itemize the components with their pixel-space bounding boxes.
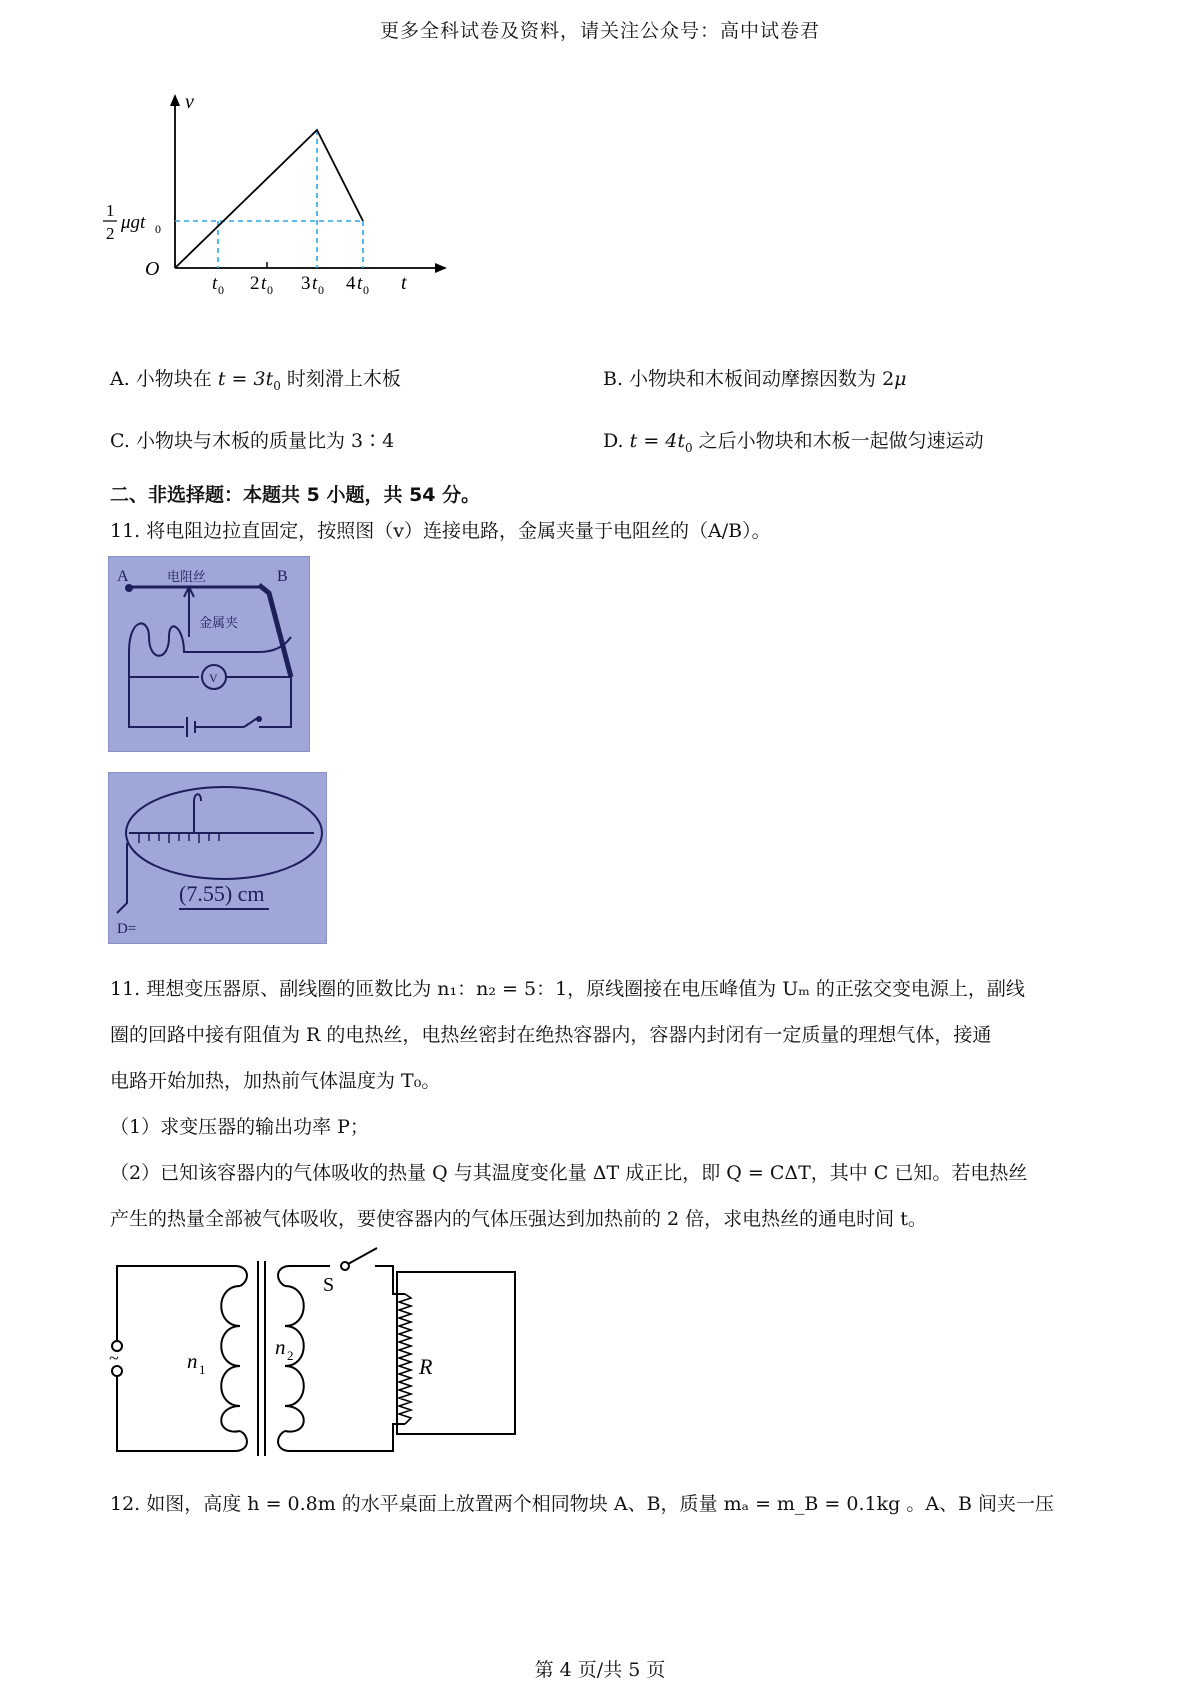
- x-tick-label-4: [346, 273, 369, 297]
- question-11b-line2: 圈的回路中接有阻值为 R 的电热丝，电热丝密封在绝热容器内，容器内封闭有一定质量的理想气体，接通: [110, 1024, 992, 1046]
- svg-text:B: B: [277, 568, 288, 585]
- transformer-circuit-diagram: [105, 1246, 575, 1466]
- y-tick-label: μgt: [121, 212, 146, 233]
- x-tick-label-2: [250, 273, 273, 297]
- origin-label: O: [145, 258, 160, 280]
- question-12: 12. 如图，高度 h = 0.8m 的水平桌面上放置两个相同物块 A、B，质量 mₐ = m_B = 0.1kg 。A、B 间夹一压: [110, 1493, 1055, 1515]
- y-tick-denominator: 2: [106, 224, 115, 243]
- svg-text:D=: D=: [117, 921, 137, 937]
- x-tick-label-1: [212, 273, 224, 297]
- svg-text:0: 0: [267, 283, 273, 297]
- velocity-time-graph: [95, 90, 455, 330]
- insulated-container: [397, 1272, 515, 1434]
- svg-text:(7.55) cm: (7.55) cm: [179, 881, 265, 906]
- n1-label: [187, 1349, 206, 1377]
- n2-label: [275, 1335, 294, 1363]
- svg-text:2: 2: [287, 1348, 294, 1363]
- svg-text:n: n: [187, 1349, 198, 1373]
- section-title: 二、非选择题：本题共 5 小题，共 54 分。: [110, 484, 481, 506]
- question-11b-line3: 电路开始加热，加热前气体温度为 T₀。: [110, 1070, 441, 1092]
- svg-text:t: t: [312, 273, 318, 294]
- svg-text:0: 0: [318, 283, 324, 297]
- question-11b-sub2a: （2）已知该容器内的气体吸收的热量 Q 与其温度变化量 ΔT 成正比，即 Q = CΔT，其中 C 已知。若电热丝: [110, 1162, 1028, 1184]
- svg-text:t: t: [357, 273, 363, 294]
- y-axis-label: v: [185, 91, 194, 113]
- svg-text:电阻丝: 电阻丝: [167, 569, 207, 584]
- svg-text:t: t: [212, 273, 218, 294]
- svg-text:2: 2: [250, 273, 260, 294]
- question-11b-sub2b: 产生的热量全部被气体吸收，要使容器内的气体压强达到加热前的 2 倍，求电热丝的通电时间 t。: [110, 1208, 927, 1230]
- ac-source-symbol: ~: [109, 1348, 119, 1368]
- svg-text:金属夹: 金属夹: [199, 615, 239, 630]
- switch-label: S: [323, 1274, 335, 1296]
- x-axis-arrow: [435, 263, 447, 273]
- y-tick-numerator: 1: [106, 201, 115, 220]
- caliper-sketch-photo: [108, 772, 327, 944]
- circuit-sketch-photo: [108, 556, 310, 752]
- svg-text:3: 3: [301, 273, 311, 294]
- velocity-curve: [175, 130, 363, 268]
- primary-wire: [117, 1371, 247, 1451]
- switch-blade: [348, 1248, 377, 1264]
- secondary-wire: [278, 1424, 405, 1451]
- svg-text:t: t: [261, 273, 267, 294]
- svg-text:0: 0: [218, 283, 224, 297]
- resistor-label: R: [419, 1354, 433, 1379]
- option-d: D. $t = 4t_0$ 之后小物块和木板一起做匀速运动: [603, 430, 984, 455]
- heating-resistor: [399, 1294, 411, 1424]
- svg-text:A: A: [117, 568, 129, 585]
- page-header: 更多全科试卷及资料，请关注公众号：高中试卷君: [379, 20, 820, 42]
- svg-text:V: V: [209, 671, 218, 685]
- page-footer: 第 4 页/共 5 页: [534, 1659, 666, 1681]
- svg-text:4: 4: [346, 273, 356, 294]
- secondary-wire: [375, 1266, 405, 1294]
- x-axis-label: t: [401, 272, 407, 294]
- option-b: B. 小物块和木板间动摩擦因数为 2μ: [603, 368, 907, 390]
- svg-text:n: n: [275, 1335, 286, 1359]
- y-tick-sub: 0: [155, 222, 161, 236]
- option-c: C. 小物块与木板的质量比为 3∶4: [110, 430, 395, 452]
- svg-text:1: 1: [199, 1362, 206, 1377]
- option-a: A. 小物块在 $t = 3t_0$ 时刻滑上木板: [110, 368, 401, 393]
- question-11b-line1: 11. 理想变压器原、副线圈的匝数比为 n₁：n₂ = 5：1，原线圈接在电压峰值为 Uₘ 的正弦交变电源上，副线: [110, 978, 1025, 1000]
- svg-text:0: 0: [363, 283, 369, 297]
- question-11b-sub1: （1）求变压器的输出功率 P；: [110, 1116, 369, 1138]
- x-tick-label-3: [301, 273, 324, 297]
- primary-coil: [221, 1286, 240, 1432]
- y-axis-arrow: [170, 94, 180, 106]
- question-11a: 11. 将电阻边拉直固定，按照图（v）连接电路，金属夹量于电阻丝的（A/B）。: [110, 520, 771, 542]
